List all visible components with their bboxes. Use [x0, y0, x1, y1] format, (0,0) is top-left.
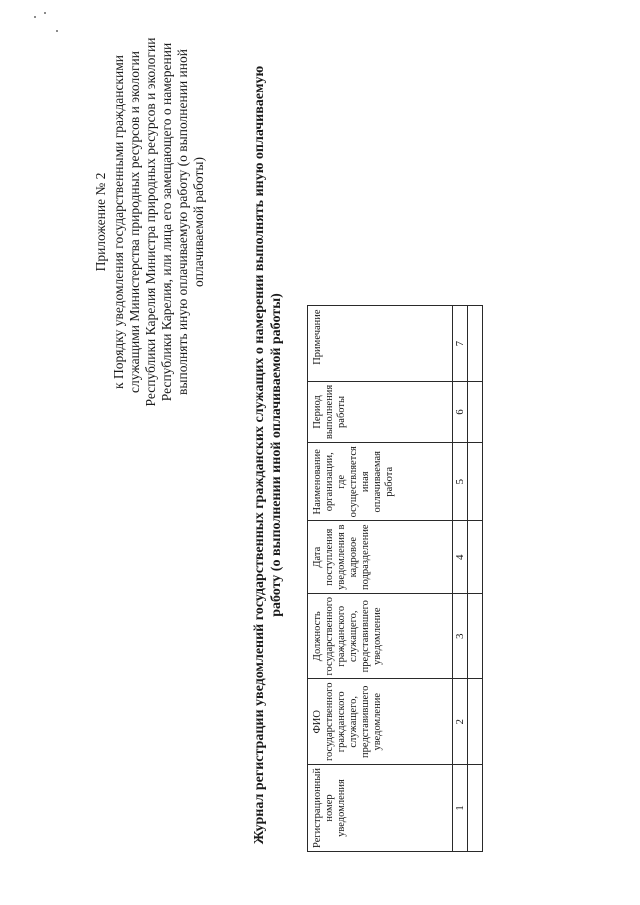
header-cell-full-name: ФИО государственного гражданского служащего, представившего уведомление: [308, 679, 453, 765]
column-number: 2: [453, 679, 468, 765]
table-cell: [468, 381, 483, 442]
journal-title: Журнал регистрации уведомлений государственных гражданских служащих о намерении выполнять иную оплачиваемую работу (о выполнении иной оплачиваемой работы): [252, 65, 284, 845]
table-cell: [468, 521, 483, 594]
column-number: 5: [453, 443, 468, 521]
scan-specks: [34, 12, 64, 42]
table-number-row: [453, 306, 468, 852]
appendix-header: [93, 22, 207, 422]
header-cell-work-period: Период выполнения работы: [308, 381, 453, 442]
table-cell: [468, 593, 483, 679]
table-cell: [468, 679, 483, 765]
header-cell-receipt-date: Дата поступления уведомления в кадровое подразделение: [308, 521, 453, 594]
header-cell-note: Примечание: [308, 306, 453, 381]
table-cell: [468, 306, 483, 381]
registration-journal-table: [307, 305, 483, 852]
table-row: [468, 306, 483, 852]
header-cell-reg-number: Регистрационный номер уведомления: [308, 765, 453, 852]
appendix-title: Приложение № 2: [93, 172, 108, 272]
column-number: 6: [453, 381, 468, 442]
table-cell: [468, 443, 483, 521]
column-number: 3: [453, 593, 468, 679]
header-cell-position: Должность государственного гражданского служащего, представившего уведомление: [308, 593, 453, 679]
table-header-row: [308, 306, 453, 852]
column-number: 1: [453, 765, 468, 852]
table-cell: [468, 765, 483, 852]
header-cell-organization: Наименование организации, где осуществляется иная оплачиваемая работа: [308, 443, 453, 521]
column-number: 7: [453, 306, 468, 381]
column-number: 4: [453, 521, 468, 594]
appendix-text: к Порядку уведомления государственными гражданскими служащими Министерства природных ресурсов и экологии Республики Карелия Министра природных ресурсов и экологии Республики Карелия, или лица его замещающего о намерении выполнять иную оплачиваемую работу (о выполнении иной оплачиваемой работы): [111, 37, 206, 407]
